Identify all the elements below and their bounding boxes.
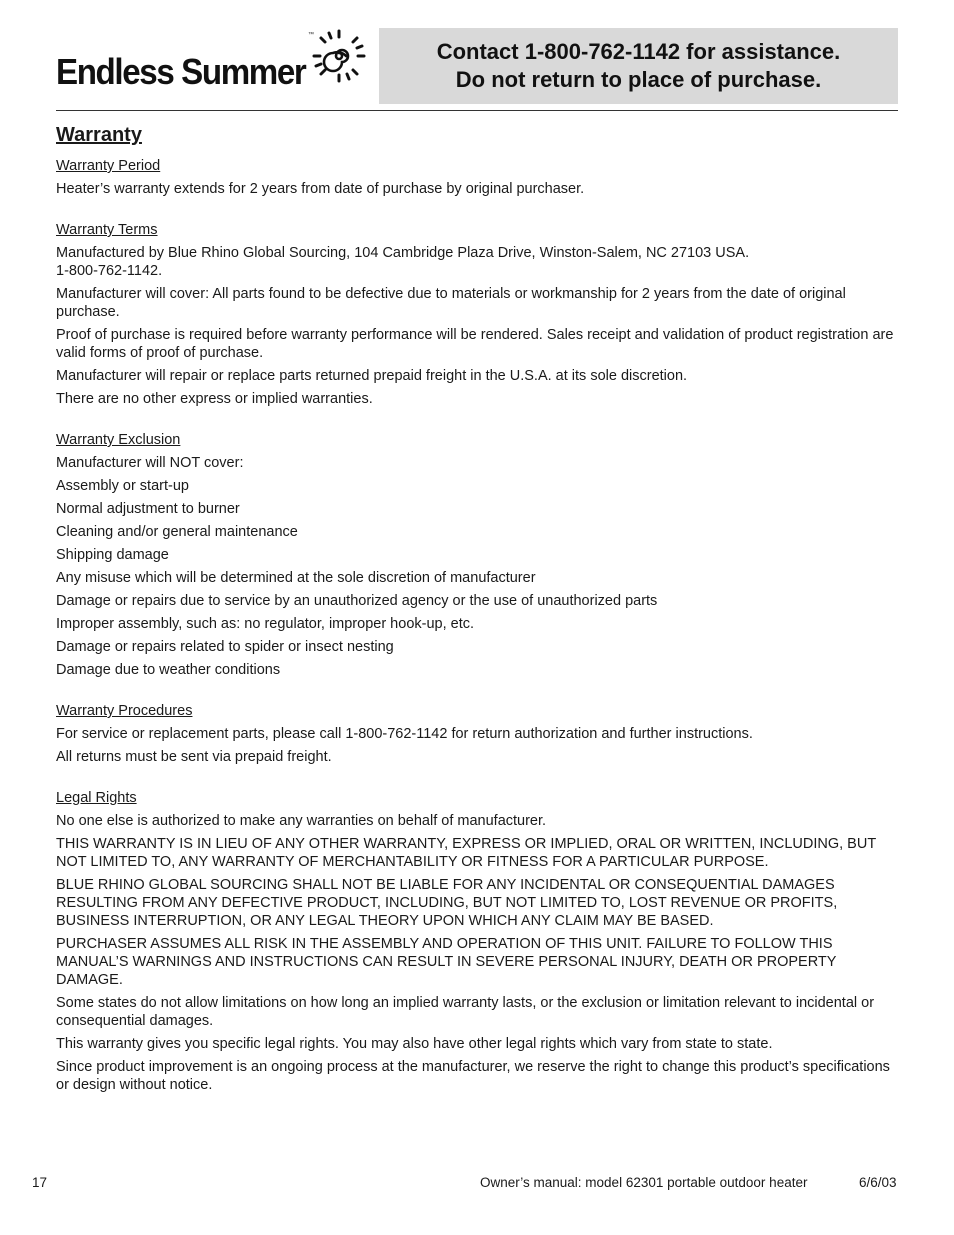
endless-summer-logo: [56, 42, 327, 102]
footer-date: 6/6/03: [859, 1175, 897, 1190]
list-item: Shipping damage: [56, 547, 169, 563]
logo-trademark: ™: [308, 32, 314, 38]
contact-banner: [379, 28, 898, 104]
section-warranty-procedures: [56, 702, 898, 766]
list-item: Normal adjustment to burner: [56, 501, 240, 517]
paragraph: Heater’s warranty extends for 2 years from date of purchase by original purchaser.: [56, 181, 585, 197]
section-warranty-period: [56, 157, 898, 198]
paragraph: Since product improvement is an ongoing process at the manufacturer, we reserve the right to change this product’s specifications or design without notice.: [56, 1059, 890, 1093]
paragraph: Some states do not allow limitations on how long an implied warranty lasts, or the exclusion or limitation relevant to incidental or consequential damages.: [56, 995, 875, 1029]
list-item: Cleaning and/or general maintenance: [56, 524, 298, 540]
warranty-content: [56, 123, 898, 1117]
section-title: Warranty Procedures: [56, 703, 193, 719]
list-item: Any misuse which will be determined at the sole discretion of manufacturer: [56, 570, 536, 586]
paragraph: There are no other express or implied warranties.: [56, 391, 373, 407]
sun-spiral-icon: [311, 28, 367, 84]
page-header: [56, 28, 898, 110]
section-title: Warranty Exclusion: [56, 432, 181, 448]
section-title: Warranty Terms: [56, 222, 158, 238]
footer-manual-title: Owner’s manual: model 62301 portable outdoor heater: [480, 1175, 808, 1190]
paragraph: This warranty gives you specific legal rights. You may also have other legal rights which vary from state to state.: [56, 1036, 773, 1052]
section-title: Warranty Period: [56, 158, 161, 174]
section-warranty-terms: [56, 221, 898, 408]
section-title: Legal Rights: [56, 790, 137, 806]
section-legal-rights: [56, 789, 898, 1094]
paragraph: Manufacturer will repair or replace parts returned prepaid freight in the U.S.A. at its sole discretion.: [56, 368, 688, 384]
page-title: Warranty: [56, 124, 142, 146]
section-warranty-exclusion: [56, 431, 898, 679]
paragraph: PURCHASER ASSUMES ALL RISK IN THE ASSEMBLY AND OPERATION OF THIS UNIT. FAILURE TO FOLLOW THIS MANUAL’S WARNINGS AND INSTRUCTIONS CAN RESULT IN SEVERE PERSONAL INJURY, DEATH OR PROPERTY DAMAGE.: [56, 936, 837, 988]
list-item: Damage or repairs due to service by an unauthorized agency or the use of unauthorized parts: [56, 593, 658, 609]
list-item: Damage or repairs related to spider or insect nesting: [56, 639, 394, 655]
logo-text: Endless Summer: [56, 51, 306, 92]
paragraph: All returns must be sent via prepaid freight.: [56, 749, 332, 765]
paragraph: THIS WARRANTY IS IN LIEU OF ANY OTHER WARRANTY, EXPRESS OR IMPLIED, ORAL OR WRITTEN, INCLUDING, BUT NOT LIMITED TO, ANY WARRANTY OF MERCHANTABILITY OR FITNESS FOR A PARTICULAR PURPOSE.: [56, 836, 876, 870]
list-item: Damage due to weather conditions: [56, 662, 281, 678]
paragraph: Manufacturer will cover: All parts found to be defective due to materials or workmanship for 2 years from the date of original purchase.: [56, 286, 846, 320]
paragraph: BLUE RHINO GLOBAL SOURCING SHALL NOT BE LIABLE FOR ANY INCIDENTAL OR CONSEQUENTIAL DAMAGES RESULTING FROM ANY DEFECTIVE PRODUCT, INCLUDING, BUT NOT LIMITED TO, LOST REVENUE OR PROFITS, BUSINESS INTERRUPTION, OR ANY LEGAL THEORY UPON WHICH ANY CLAIM MAY BE BASED.: [56, 877, 838, 929]
page-number: 17: [32, 1175, 48, 1190]
contact-line-1: Contact 1-800-762-1142 for assistance.: [436, 39, 841, 64]
paragraph: Proof of purchase is required before warranty performance will be rendered. Sales receipt and validation of product registration are valid forms of proof of purchase.: [56, 327, 894, 361]
paragraph: For service or replacement parts, please call 1-800-762-1142 for return authorization and further instructions.: [56, 726, 753, 742]
contact-line-2: Do not return to place of purchase.: [455, 67, 822, 92]
paragraph: Manufactured by Blue Rhino Global Sourcing, 104 Cambridge Plaza Drive, Winston-Salem, NC 27103 USA. 1-800-762-1142.: [56, 245, 750, 279]
paragraph: Manufacturer will NOT cover:: [56, 455, 244, 471]
list-item: Assembly or start-up: [56, 478, 189, 494]
paragraph: No one else is authorized to make any warranties on behalf of manufacturer.: [56, 813, 547, 829]
header-divider: [56, 110, 898, 111]
list-item: Improper assembly, such as: no regulator, improper hook-up, etc.: [56, 616, 475, 632]
